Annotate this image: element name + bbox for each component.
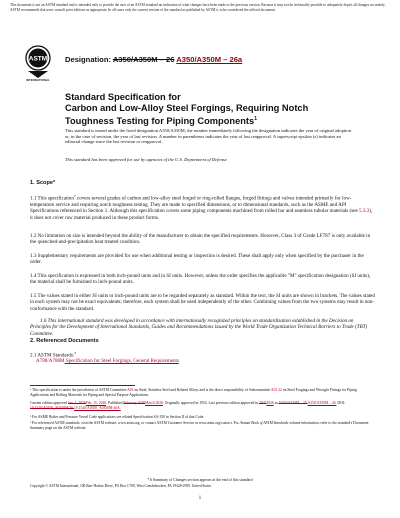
issued-note: This standard is issued under the fixed designation A350/A350M; the number immediately following the designation indicates the year of original adoption or, in the case of revision, the year of last revision. A number in parentheses indicates the year of last reapproval. A superscript epsilon (ε) indicates an editorial change since the last revision or reapproval.	[65, 128, 352, 145]
reference-item: A788/A788M Specification for Steel Forgings, General Requirements	[36, 358, 179, 364]
reference-a788-link[interactable]: A788/A788M	[36, 358, 65, 364]
scope-paragraph-2: 1.2 No limitation on size is intended beyond the ability of the manufacturer to obtain the specified requirements. However, Class 3 of Grade LF787 is only available in the quenched-and-precipitation heat treated condition.	[30, 233, 371, 246]
footnote-2: ² For ASME Boiler and Pressure Vessel Code applications see related Specification SA-350 in Section II of that Code.	[30, 415, 205, 419]
scope-paragraph-5: 1.5 The values stated in either SI units or inch-pound units are to be regarded separately as standard. Within the text, the SI units are shown in brackets. The values stated in each system may not be exact equivalents; therefore, each system shall be used independently of the other. Combining values from the two systems may result in non-conformance with the standard.	[30, 293, 375, 312]
approval-note: This standard has been approved for use by agencies of the U.S. Department of Defense.	[65, 157, 228, 162]
scope-paragraph-4: 1.4 This specification is expressed in both inch-pound units and in SI units. However, unless the order specifies the applicable "M" specification designation (SI units), the material shall be furnished to inch-pound units.	[30, 273, 371, 286]
designation-line	[65, 55, 242, 64]
logo-wordmark: INTERNATIONAL	[26, 78, 50, 82]
page-number: 1	[198, 496, 202, 501]
astm-standards-subheading: 2.1 ASTM Standards:$^3$	[30, 351, 76, 359]
footnote-1-edition: Current edition approved Jan. 1, 2026Feb. 15, 2026. Published February 2026March 2026. Originally approved in 1952. Last previous edition approved in 20252026 as A350/A350M – 25.A350/A350M – 26. DOI: 10.1520/A0350_A0350M-26.10.1520/A0350_A0350M-26A.	[30, 401, 345, 410]
disclaimer-notice: This document is not an ASTM standard and is intended only to provide the user of an ASTM standard an indication of what changes have been made to the previous version. Because it may not be technically possible to adequately depict all changes accurately, ASTM recommends that users consult prior editions as appropriate. In all cases only the current version of the standard as published by ASTM is to be considered the official document.	[10, 3, 386, 12]
scope-paragraph-6: 1.6 This international standard was developed in accordance with internationally recognized principles on standardization established in the Decision on Principles for the Development of International Standards, Guides and Recommendations issued by the World Trade Organization Technical Barriers to Trade (TBT) Committee.	[30, 318, 368, 337]
astm-logo-icon	[25, 45, 51, 79]
designation-old: A350/A350M – 26	[112, 55, 175, 64]
footnote-3: ³ For referenced ASTM standards, visit the ASTM website, www.astm.org, or contact ASTM Customer Service at www.astm.org/contact. For Annual Book of ASTM Standards volume information, refer to the standard's Document Summary page on the ASTM website.	[30, 421, 369, 430]
scope-heading: 1. Scope*	[30, 180, 56, 186]
designation-new: A350/A350M – 26a	[176, 55, 243, 64]
committee-a01-link[interactable]: A01	[127, 388, 134, 392]
designation-label: Designation:	[65, 55, 111, 64]
scope-paragraph-3: 1.3 Supplementary requirements are provided for use when additional testing or inspection is desired. These shall apply only when specified by the purchaser in the order.	[30, 253, 364, 266]
summary-of-changes-note: *A Summary of Changes section appears at the end of this standard	[147, 478, 253, 482]
copyright-line: Copyright © ASTM International, 100 Barr Harbor Drive, PO Box C700, West Conshohocken, PA 19428-2959. United States	[30, 484, 212, 488]
footnote-divider	[30, 385, 135, 386]
scope-paragraph-1: 1.1 This specification$^2$ covers several grades of carbon and low-alloy steel forged or ring-rolled flanges, forged fittings and valves intended primarily for low-temperature service and requiring notch toughness testing. They are made to specified dimensions, or to dimensional standards, such as the ASME and API Specifications referenced in Section 2. Although this specification covers some piping components machined from rolled bar and seamless tubular materials (see 5.3.3), it does not cover raw material produced in these product forms.	[30, 194, 373, 221]
section-5-3-3-link[interactable]: 5.3.3	[359, 208, 370, 215]
document-title: Standard Specification for Carbon and Low-Alloy Steel Forgings, Requiring Notch Toughness Testing for Piping Components$^1$	[65, 92, 309, 127]
svg-text:ASTM: ASTM	[28, 55, 48, 63]
footnote-1: ¹ This specification is under the jurisdiction of ASTM Committee A01 on Steel, Stainless Steel and Related Alloys and is the direct responsibility of Subcommittee A01.22 on Steel Forgings and Wrought Fittings for Piping Applications and Bolting Materials for Piping and Special Purpose Applications.	[30, 388, 357, 397]
referenced-documents-heading: 2. Referenced Documents	[30, 338, 99, 344]
subcommittee-a01-22-link[interactable]: A01.22	[270, 388, 282, 392]
section-2-link[interactable]: 2	[104, 208, 108, 215]
